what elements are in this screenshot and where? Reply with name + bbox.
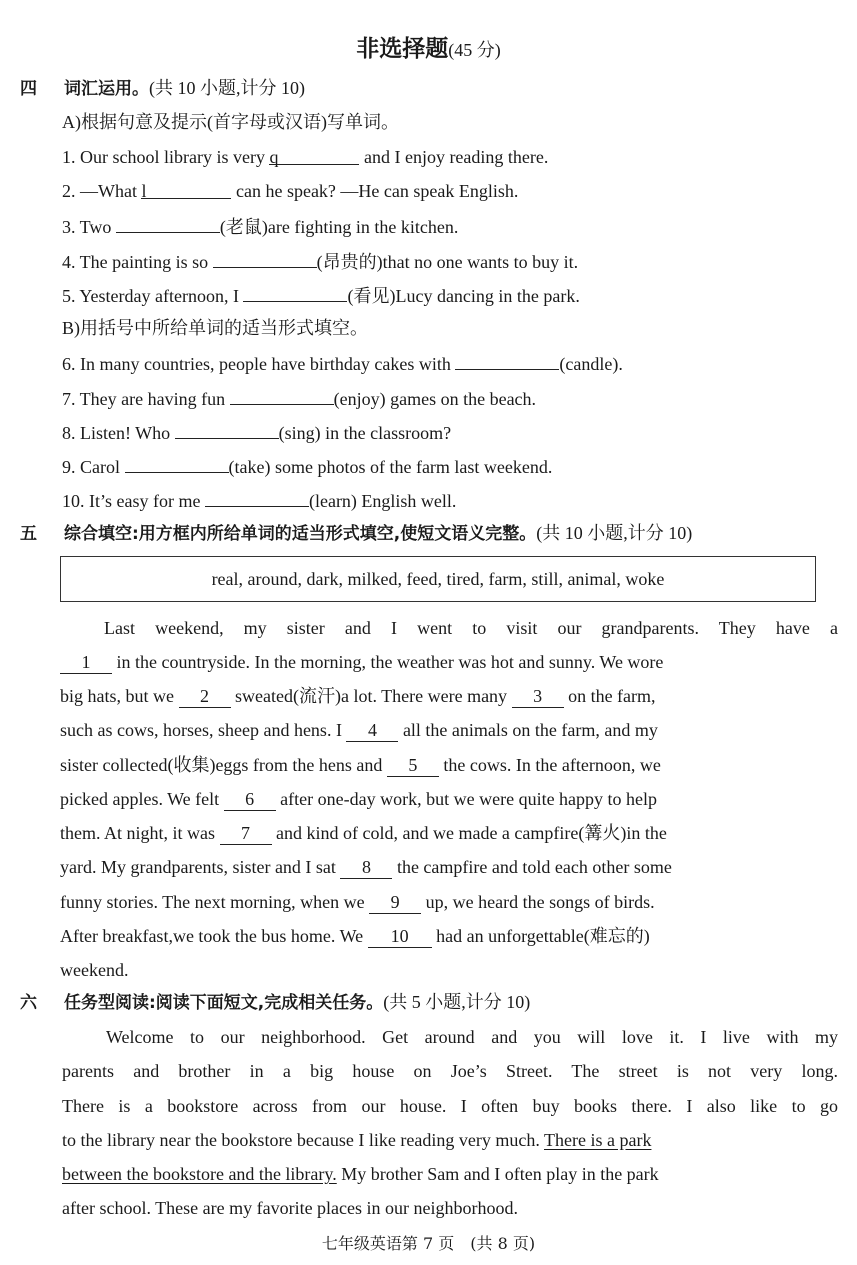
passage-line: to the library near the bookstore because I like reading very much. There is a park bbox=[62, 1130, 652, 1150]
answer-blank-6[interactable] bbox=[455, 350, 559, 370]
underlined-sentence: There is a park bbox=[544, 1130, 652, 1150]
passage-line: between the bookstore and the library. My brother Sam and I often play in the park bbox=[62, 1164, 659, 1184]
question-5: 5. Yesterday afternoon, I (看见)Lucy dancing in the park. bbox=[62, 282, 580, 308]
answer-blank-8[interactable] bbox=[175, 419, 279, 439]
part-a-instruction: A)根据句意及提示(首字母或汉语)写单词。 bbox=[62, 112, 399, 132]
cloze-blank-10[interactable]: 10 bbox=[368, 926, 432, 948]
answer-blank-5[interactable] bbox=[243, 282, 347, 302]
answer-blank-10[interactable] bbox=[205, 487, 309, 507]
cloze-blank-5[interactable]: 5 bbox=[387, 755, 439, 777]
word-box: real, around, dark, milked, feed, tired, farm, still, animal, woke bbox=[60, 556, 816, 602]
passage-line: Last weekend, my sister and I went to visit our grandparents. They have a bbox=[104, 618, 838, 638]
question-10: 10. It’s easy for me (learn) English well. bbox=[62, 487, 456, 513]
passage-line: after school. These are my favorite places in our neighborhood. bbox=[62, 1198, 519, 1218]
answer-blank-1[interactable]: q bbox=[269, 145, 359, 165]
question-3: 3. Two (老鼠)are fighting in the kitchen. bbox=[62, 213, 458, 239]
cloze-blank-2[interactable]: 2 bbox=[179, 686, 231, 708]
passage-line: After breakfast,we took the bus home. We 10 had an unforgettable(难忘的) bbox=[60, 926, 650, 946]
page-title: 非选择题(45 分) bbox=[356, 36, 501, 62]
passage-line: weekend. bbox=[60, 960, 129, 980]
passage-line: them. At night, it was 7 and kind of cold, and we made a campfire(篝火)in the bbox=[60, 823, 667, 843]
section5-heading: 五 综合填空:用方框内所给单词的适当形式填空,使短文语义完整。(共 10 小题,计分 10) bbox=[20, 523, 693, 544]
passage-line: such as cows, horses, sheep and hens. I 4 all the animals on the farm, and my bbox=[60, 720, 658, 740]
answer-blank-2[interactable]: l bbox=[141, 179, 231, 199]
passage-line: 1 in the countryside. In the morning, the weather was hot and sunny. We wore bbox=[60, 650, 663, 674]
question-7: 7. They are having fun (enjoy) games on the beach. bbox=[62, 385, 536, 411]
cloze-blank-4[interactable]: 4 bbox=[346, 720, 398, 742]
question-1: 1. Our school library is very q and I enjoy reading there. bbox=[62, 147, 549, 167]
passage-line: parents and brother in a big house on Joe’s Street. The street is not very long. bbox=[62, 1061, 838, 1081]
cloze-blank-7[interactable]: 7 bbox=[220, 823, 272, 845]
passage-line: yard. My grandparents, sister and I sat 8 the campfire and told each other some bbox=[60, 857, 672, 877]
question-2: 2. —What l can he speak? —He can speak English. bbox=[62, 181, 519, 201]
cloze-blank-9[interactable]: 9 bbox=[369, 892, 421, 914]
cloze-blank-6[interactable]: 6 bbox=[224, 789, 276, 811]
passage-line: sister collected(收集)eggs from the hens and 5 the cows. In the afternoon, we bbox=[60, 755, 661, 775]
passage-line: funny stories. The next morning, when we 9 up, we heard the songs of birds. bbox=[60, 892, 655, 912]
passage-line: big hats, but we 2 sweated(流汗)a lot. There were many 3 on the farm, bbox=[60, 686, 656, 706]
question-6: 6. In many countries, people have birthday cakes with (candle). bbox=[62, 350, 623, 376]
underlined-sentence: between the bookstore and the library. bbox=[62, 1164, 337, 1184]
answer-blank-4[interactable] bbox=[213, 248, 317, 268]
section4-heading: 四 词汇运用。(共 10 小题,计分 10) bbox=[20, 78, 305, 99]
cloze-blank-1[interactable]: 1 bbox=[60, 652, 112, 674]
question-4: 4. The painting is so (昂贵的)that no one wants to buy it. bbox=[62, 248, 578, 274]
section6-heading: 六 任务型阅读:阅读下面短文,完成相关任务。(共 5 小题,计分 10) bbox=[20, 992, 531, 1013]
passage-line: Welcome to our neighborhood. Get around and you will love it. I live with my bbox=[106, 1027, 838, 1047]
passage-line: picked apples. We felt 6 after one-day work, but we were quite happy to help bbox=[60, 789, 658, 809]
answer-blank-3[interactable] bbox=[116, 213, 220, 233]
cloze-blank-8[interactable]: 8 bbox=[340, 857, 392, 879]
question-9: 9. Carol (take) some photos of the farm last weekend. bbox=[62, 453, 552, 479]
cloze-blank-3[interactable]: 3 bbox=[512, 686, 564, 708]
page-footer: 七年级英语第 7 页 (共 8 页) bbox=[321, 1234, 536, 1253]
passage-line: There is a bookstore across from our house. I often buy books there. I also like to go bbox=[62, 1096, 838, 1116]
part-b-instruction: B)用括号中所给单词的适当形式填空。 bbox=[62, 318, 368, 338]
answer-blank-7[interactable] bbox=[230, 385, 334, 405]
answer-blank-9[interactable] bbox=[125, 453, 229, 473]
question-8: 8. Listen! Who (sing) in the classroom? bbox=[62, 419, 451, 445]
